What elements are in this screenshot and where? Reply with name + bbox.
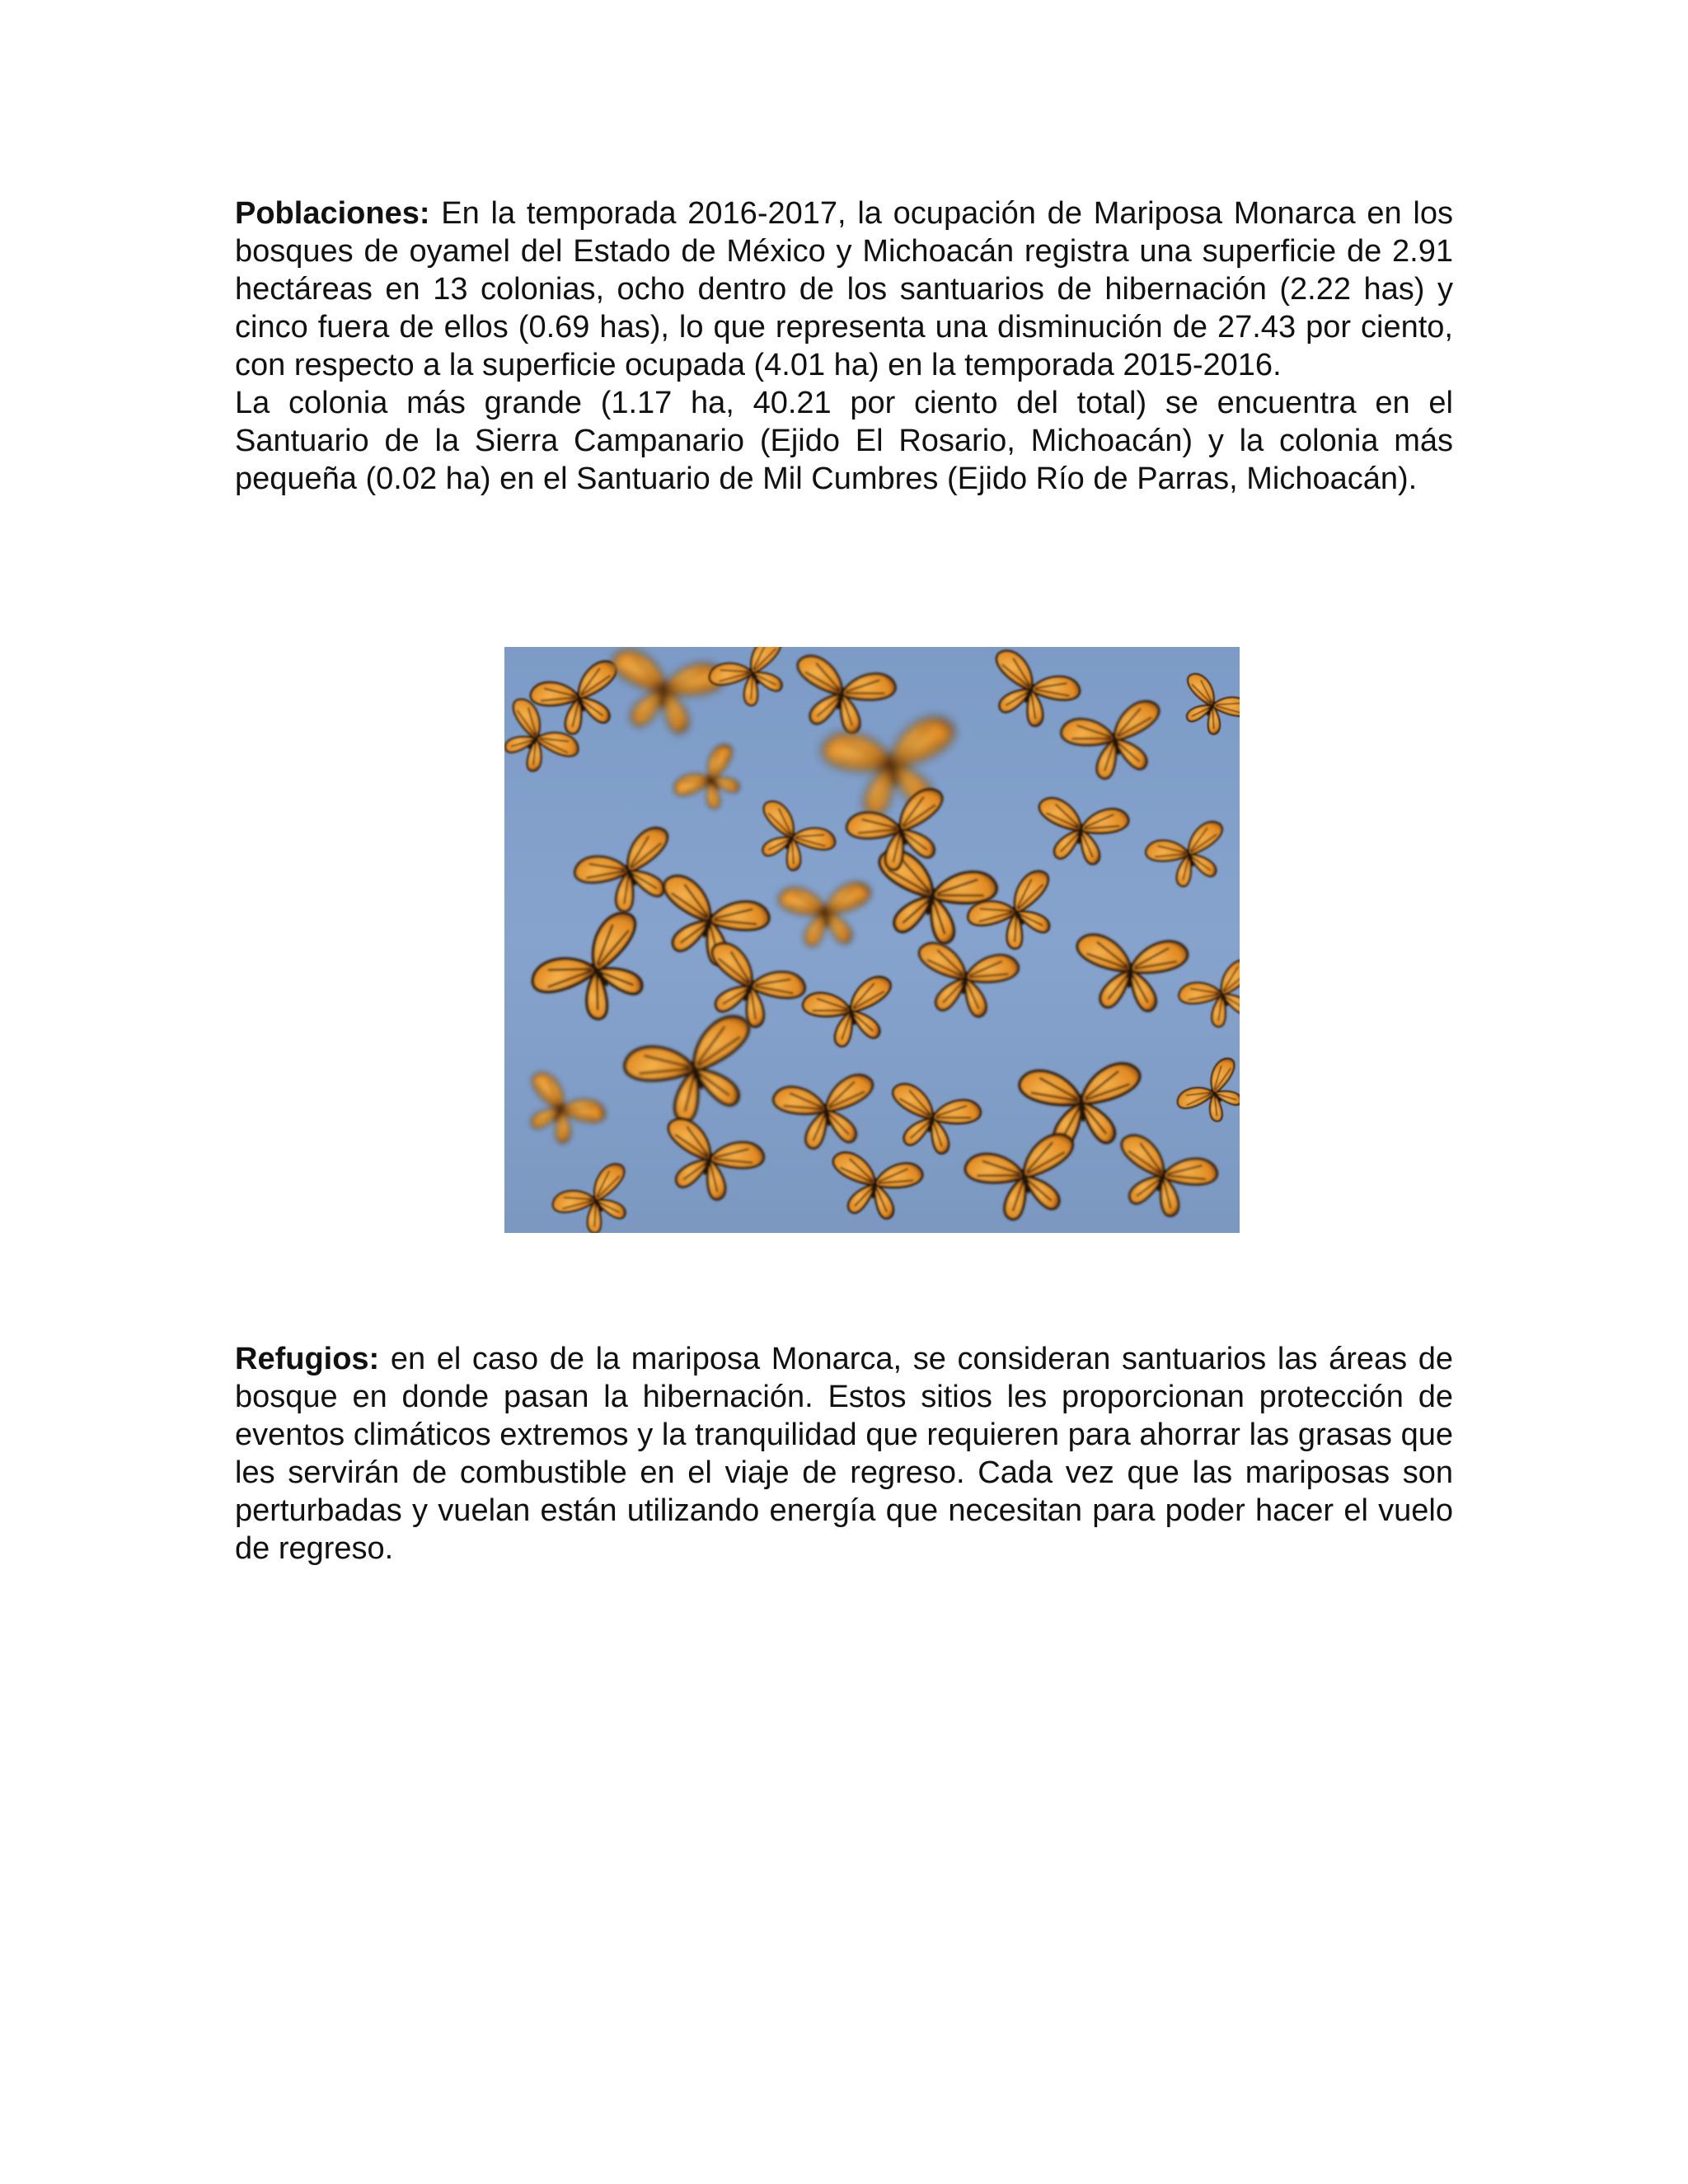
refugios-label: Refugios: [235,1342,380,1376]
poblaciones-text: En la temporada 2016-2017, la ocupación de Mariposa Monarca en los bosques de oyamel del Estado de México y Michoacán registra una superficie de 2.91 hectáreas en 13 colonias, ocho dentro de los santuarios de hibernación (2.22 has) y cinco fuera de ellos (0.69 has), lo que representa una disminución de 27.43 por ciento, con respecto a la superficie ocupada (4.01 ha) en la temporada 2015-2016. [235,196,1453,382]
refugios-paragraph [235,1340,1453,1568]
monarch-butterflies-photo [504,647,1240,1233]
poblaciones-section [235,194,1453,498]
poblaciones-paragraph [235,194,1453,384]
poblaciones-label: Poblaciones: [235,196,430,231]
butterflies-illustration [504,647,1240,1233]
poblaciones-paragraph-2: La colonia más grande (1.17 ha, 40.21 por ciento del total) se encuentra en el Santuario de la Sierra Campanario (Ejido El Rosario, Michoacán) y la colonia más pequeña (0.02 ha) en el Santuario de Mil Cumbres (Ejido Río de Parras, Michoacán). [235,386,1453,496]
refugios-section [235,1340,1453,1568]
refugios-text: en el caso de la mariposa Monarca, se consideran santuarios las áreas de bosque en donde pasan la hibernación. Estos sitios les proporcionan protección de eventos climáticos extremos y la tranquilidad que requieren para ahorrar las grasas que les servirán de combustible en el viaje de regreso. Cada vez que las mariposas son perturbadas y vuelan están utilizando energía que necesitan para poder hacer el vuelo de regreso. [235,1342,1453,1566]
